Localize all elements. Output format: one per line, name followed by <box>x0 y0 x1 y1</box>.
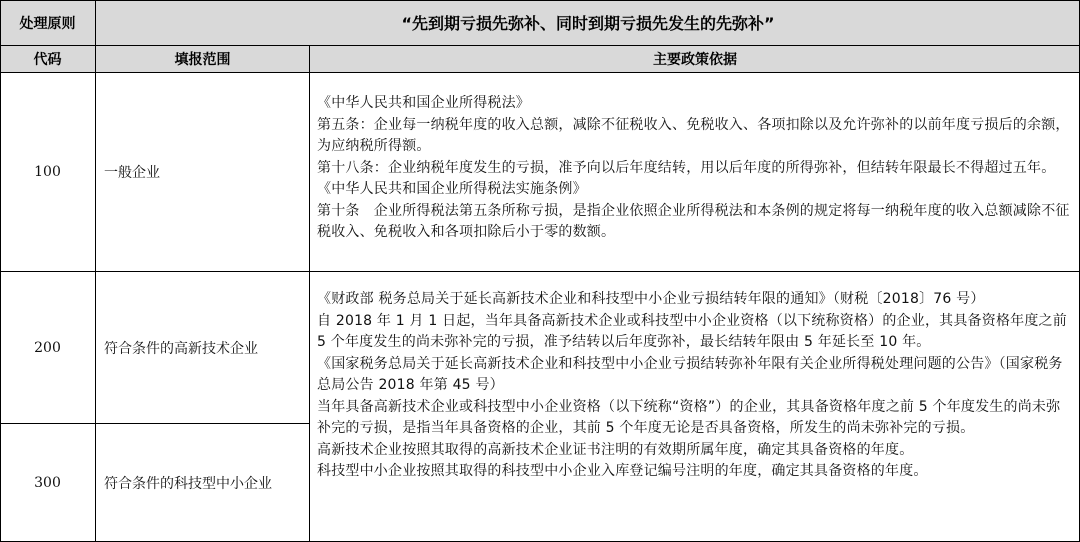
policy-paragraph: 当年具备高新技术企业或科技型中小企业资格（以下统称“资格”）的企业，其具备资格年度之前 5 个年度发生的尚未弥补完的亏损，是指当年具备资格的企业，其前 5 个年度无论是否具备资格，所发生的尚未弥补完的亏损。 <box>317 398 1061 436</box>
table-rule <box>95 0 96 542</box>
row-100-code <box>0 73 95 271</box>
table-border-top <box>0 0 1080 1</box>
policy-paragraph: 自 2018 年 1 月 1 日起，当年具备高新技术企业或科技型中小企业资格（以下统称资格）的企业，其具备资格年度之前 5 个年度发生的尚未弥补完的亏损，准予结转以后年度弥补，最长结转年限由 5 年延长至 10 年。 <box>317 312 1067 350</box>
policy-paragraph: 《国家税务总局关于延长高新技术企业和科技型中小企业亏损结转弥补年限有关企业所得税处理问题的公告》（国家税务总局公告 2018 年第 45 号） <box>317 355 1063 393</box>
principle-text-cell <box>96 0 1080 45</box>
policy-paragraph: 第五条：企业每一纳税年度的收入总额，减除不征税收入、免税收入、各项扣除以及允许弥补的以前年度亏损后的余额，为应纳税所得额。 <box>317 116 1070 154</box>
row-100-scope <box>96 73 309 271</box>
column-header-policy-label: 主要政策依据 <box>653 52 737 68</box>
row-scope: 一般企业 <box>104 165 160 181</box>
policy-paragraph: 《中华人民共和国企业所得税法实施条例》 <box>317 181 587 197</box>
row-scope: 符合条件的科技型中小企业 <box>104 475 272 492</box>
column-header-scope <box>96 46 309 72</box>
policy-paragraph: 第十八条：企业纳税年度发生的亏损，准予向以后年度结转，用以后年度的所得弥补，但结转年限最长不得超过五年。 <box>317 159 1056 176</box>
merged-policy-cell <box>310 289 1080 537</box>
row-100-policy <box>310 93 1080 265</box>
table-rule <box>0 72 1080 73</box>
principle-text: “先到期亏损先弥补、同时到期亏损先发生的先弥补” <box>401 14 775 33</box>
row-code: 200 <box>34 339 61 356</box>
policy-paragraph: 科技型中小企业按照其取得的科技型中小企业入库登记编号注明的年度，确定其具备资格的年度。 <box>317 463 928 479</box>
table-rule <box>0 45 1080 46</box>
row-300-code <box>0 424 95 541</box>
row-code: 300 <box>34 474 61 491</box>
column-header-code-label: 代码 <box>33 52 62 68</box>
row-code: 100 <box>34 164 61 180</box>
table-border-left <box>0 0 1 542</box>
table-rule <box>0 423 310 424</box>
policy-paragraph: 第十条 企业所得税法第五条所称亏损，是指企业依照企业所得税法和本条例的规定将每一纳税年度的收入总额减除不征税收入、免税收入和各项扣除后小于零的数额。 <box>317 202 1070 240</box>
row-200-code <box>0 272 95 423</box>
principle-label: 处理原则 <box>19 15 76 32</box>
column-header-policy <box>310 46 1080 72</box>
principle-label-cell <box>0 0 95 45</box>
row-scope: 符合条件的高新技术企业 <box>104 340 258 357</box>
row-300-scope <box>96 424 309 541</box>
table-rule <box>0 271 1080 272</box>
row-200-scope <box>96 272 309 423</box>
policy-paragraph: 高新技术企业按照其取得的高新技术企业证书注明的有效期所属年度，确定其具备资格的年度。 <box>317 441 914 458</box>
policy-paragraph: 《财政部 税务总局关于延长高新技术企业和科技型中小企业亏损结转年限的通知》（财税〔2018〕76 号） <box>317 291 985 307</box>
policy-paragraph: 《中华人民共和国企业所得税法》 <box>317 95 530 111</box>
column-header-code <box>0 46 95 72</box>
table-rule <box>309 46 310 542</box>
column-header-scope-label: 填报范围 <box>174 52 231 68</box>
